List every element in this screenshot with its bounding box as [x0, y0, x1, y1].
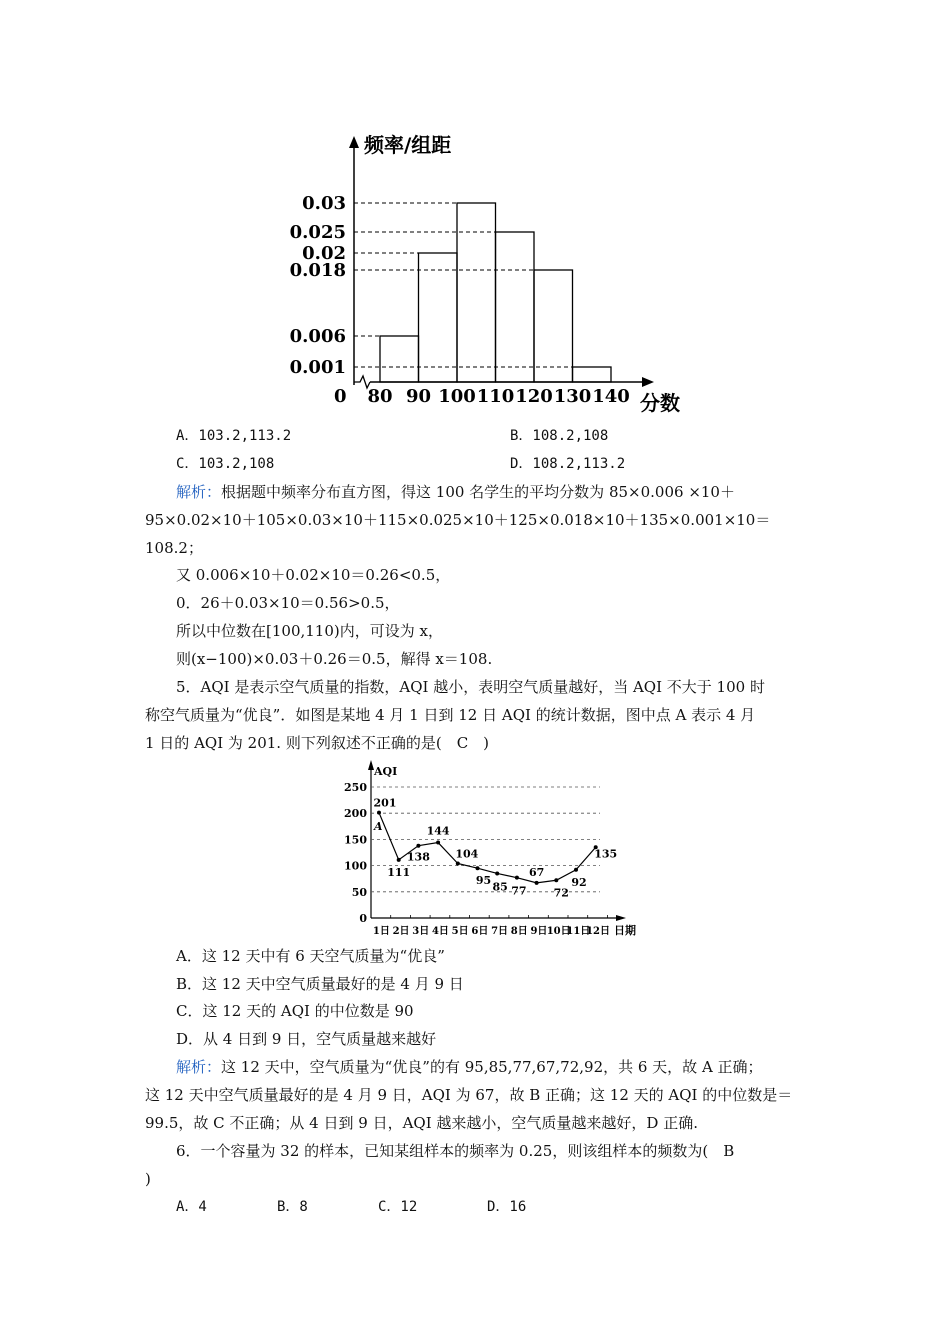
histogram-y-tick-label: 0.001: [289, 357, 346, 378]
aqi-y-ticks: [344, 781, 367, 925]
aqi-value-label: 95: [475, 874, 492, 888]
histogram-x-tick-label: 130: [553, 386, 592, 407]
aqi-point-11: [574, 868, 578, 872]
aqi-xlabel: 日期: [614, 924, 636, 937]
aqi-point-6: [476, 866, 480, 870]
q4-option-d: D．108.2,113.2: [510, 456, 626, 472]
aqi-point-2: [397, 858, 401, 862]
aqi-y-tick-label: 250: [344, 781, 367, 794]
histogram-y-tick-label: 0.02: [302, 243, 346, 264]
q5-stem-line-3: 1 日的 AQI 为 201. 则下列叙述不正确的是( C ): [145, 734, 490, 752]
q6-option-d: D．16: [487, 1199, 527, 1215]
histogram-y-tick-label: 0.025: [289, 222, 346, 243]
q5-option-c: C．这 12 天的 AQI 的中位数是 90: [176, 1002, 414, 1020]
aqi-point-8: [515, 876, 519, 880]
aqi-x-tick-label: 7日: [491, 926, 509, 937]
q4-explanation-line-6: 所以中位数在[100,110)内，可设为 x，: [176, 622, 443, 640]
q4-explanation-line-4: 又 0.006×10＋0.02×10＝0.26<0.5，: [176, 566, 451, 584]
aqi-y-tick-label: 200: [344, 807, 367, 821]
aqi-value-label: 67: [528, 865, 545, 879]
aqi-x-tick-label: 4日: [431, 926, 449, 937]
aqi-y-tick-label: 150: [344, 833, 367, 847]
aqi-value-label: 201: [373, 796, 397, 810]
histogram-x-tick-label: 140: [592, 386, 630, 407]
q5-option-d: D．从 4 日到 9 日，空气质量越来越好: [176, 1030, 437, 1048]
histogram-x-tick-label: 120: [515, 386, 553, 407]
aqi-value-label: 138: [406, 850, 430, 864]
aqi-y-tick-label: 100: [344, 859, 367, 873]
q4-explanation-line-3: 108.2；: [145, 539, 203, 557]
aqi-point-10: [554, 878, 558, 882]
histogram-xlabel: 分数: [640, 391, 680, 415]
aqi-value-label: 92: [571, 875, 587, 889]
aqi-x-tick-label: 11日: [566, 926, 591, 937]
q4-explanation-line-5: 0．26＋0.03×10＝0.56>0.5，: [176, 594, 400, 612]
q4-option-b: B．108.2,108: [510, 428, 609, 444]
histogram-x-tick-label: 100: [438, 386, 476, 407]
aqi-axes: [368, 760, 626, 921]
q5-option-a: A．这 12 天中有 6 天空气质量为“优良”: [176, 947, 445, 965]
q4-jiexi-label: 解析：: [176, 483, 222, 501]
aqi-series-line: [379, 813, 596, 883]
q5-explanation-line-1: [176, 1057, 763, 1077]
aqi-value-labels: [374, 797, 618, 900]
q5-option-b: B．这 12 天中空气质量最好的是 4 月 9 日: [176, 975, 464, 993]
aqi-value-label: 77: [511, 884, 527, 898]
histogram-y-tick-label: 0.018: [289, 260, 346, 281]
aqi-point-4: [436, 841, 440, 845]
q5-explanation-text-1: 这 12 天中，空气质量为“优良”的有 95,85,77,67,72,92，共 6 天，故 A 正确；: [221, 1058, 763, 1076]
histogram-ylabel: 频率/组距: [364, 133, 452, 157]
aqi-point-7: [495, 871, 499, 875]
q6-option-b: B．8: [277, 1199, 308, 1215]
histogram-x-tick-label: 90: [405, 386, 432, 407]
aqi-x-tick-label: 1日: [372, 926, 390, 937]
q5-stem-line-1: 5．AQI 是表示空气质量的指数，AQI 越小，表明空气质量越好，当 AQI 不大于 100 时: [176, 678, 765, 696]
q6-option-c: C．12: [378, 1199, 418, 1215]
histogram-x-tick-label: 110: [476, 386, 515, 407]
aqi-x-tick-label: 9日: [530, 926, 548, 937]
q4-option-a: A．103.2,113.2: [176, 428, 292, 444]
histogram-y-tick-label: 0.006: [289, 326, 346, 347]
q6-stem-line-2: ): [145, 1170, 151, 1188]
aqi-x-tick-label: 6日: [471, 926, 489, 937]
q6-option-a: A．4: [176, 1199, 207, 1215]
aqi-value-label: 144: [426, 824, 450, 838]
aqi-x-tick-label: 10日: [546, 926, 571, 937]
aqi-value-label: 72: [553, 886, 569, 900]
aqi-y-tick-label: 0: [359, 912, 367, 925]
aqi-x-tick-label: 3日: [412, 926, 430, 937]
q5-explanation-line-2: 这 12 天中空气质量最好的是 4 月 9 日，AQI 为 67，故 B 正确；这 12 天的 AQI 的中位数是＝: [145, 1086, 793, 1104]
aqi-point-1: [377, 811, 381, 815]
q4-explanation-line-7: 则(x−100)×0.03＋0.26＝0.5，解得 x＝108.: [176, 650, 493, 668]
aqi-value-label: 111: [387, 865, 411, 879]
q5-explanation-line-3: 99.5，故 C 不正确；从 4 日到 9 日，AQI 越来越小，空气质量越来越好，D 正确.: [145, 1114, 698, 1132]
aqi-x-axis-arrow: [616, 915, 626, 921]
q5-stem-line-2: 称空气质量为“优良”．如图是某地 4 月 1 日到 12 日 AQI 的统计数据，图中点 A 表示 4 月: [145, 706, 756, 724]
aqi-point-9: [535, 881, 539, 885]
q4-explanation-line-2: 95×0.02×10＋105×0.03×10＋115×0.025×10＋125×0.018×10＋135×0.001×10＝: [145, 511, 771, 529]
q6-stem-line-1: 6．一个容量为 32 的样本，已知某组样本的频率为 0.25，则该组样本的频数为( B: [176, 1142, 735, 1160]
aqi-point-5: [456, 862, 460, 866]
q5-jiexi-label: 解析：: [176, 1058, 222, 1076]
point-a-label: A: [374, 820, 383, 833]
aqi-x-tick-label: 8日: [510, 926, 528, 937]
histogram-origin: 0: [334, 386, 347, 407]
aqi-x-tick-label: 5日: [451, 926, 469, 937]
histogram-y-tick-label: 0.03: [302, 193, 346, 214]
aqi-point-3: [416, 844, 420, 848]
histogram-x-tick-label: 80: [367, 386, 393, 407]
aqi-y-tick-label: 50: [351, 885, 367, 899]
q4-option-c: C．103.2,108: [176, 456, 275, 472]
aqi-ylabel: AQI: [374, 765, 398, 778]
aqi-value-label: 135: [594, 847, 618, 861]
aqi-x-tick-label: 12日: [586, 926, 611, 937]
aqi-value-label: 104: [455, 847, 479, 861]
aqi-x-tick-label: 2日: [392, 926, 410, 937]
q4-explanation-text-1: 根据题中频率分布直方图，得这 100 名学生的平均分数为 85×0.006 ×10＋: [221, 483, 735, 501]
aqi-value-label: 85: [492, 880, 508, 894]
